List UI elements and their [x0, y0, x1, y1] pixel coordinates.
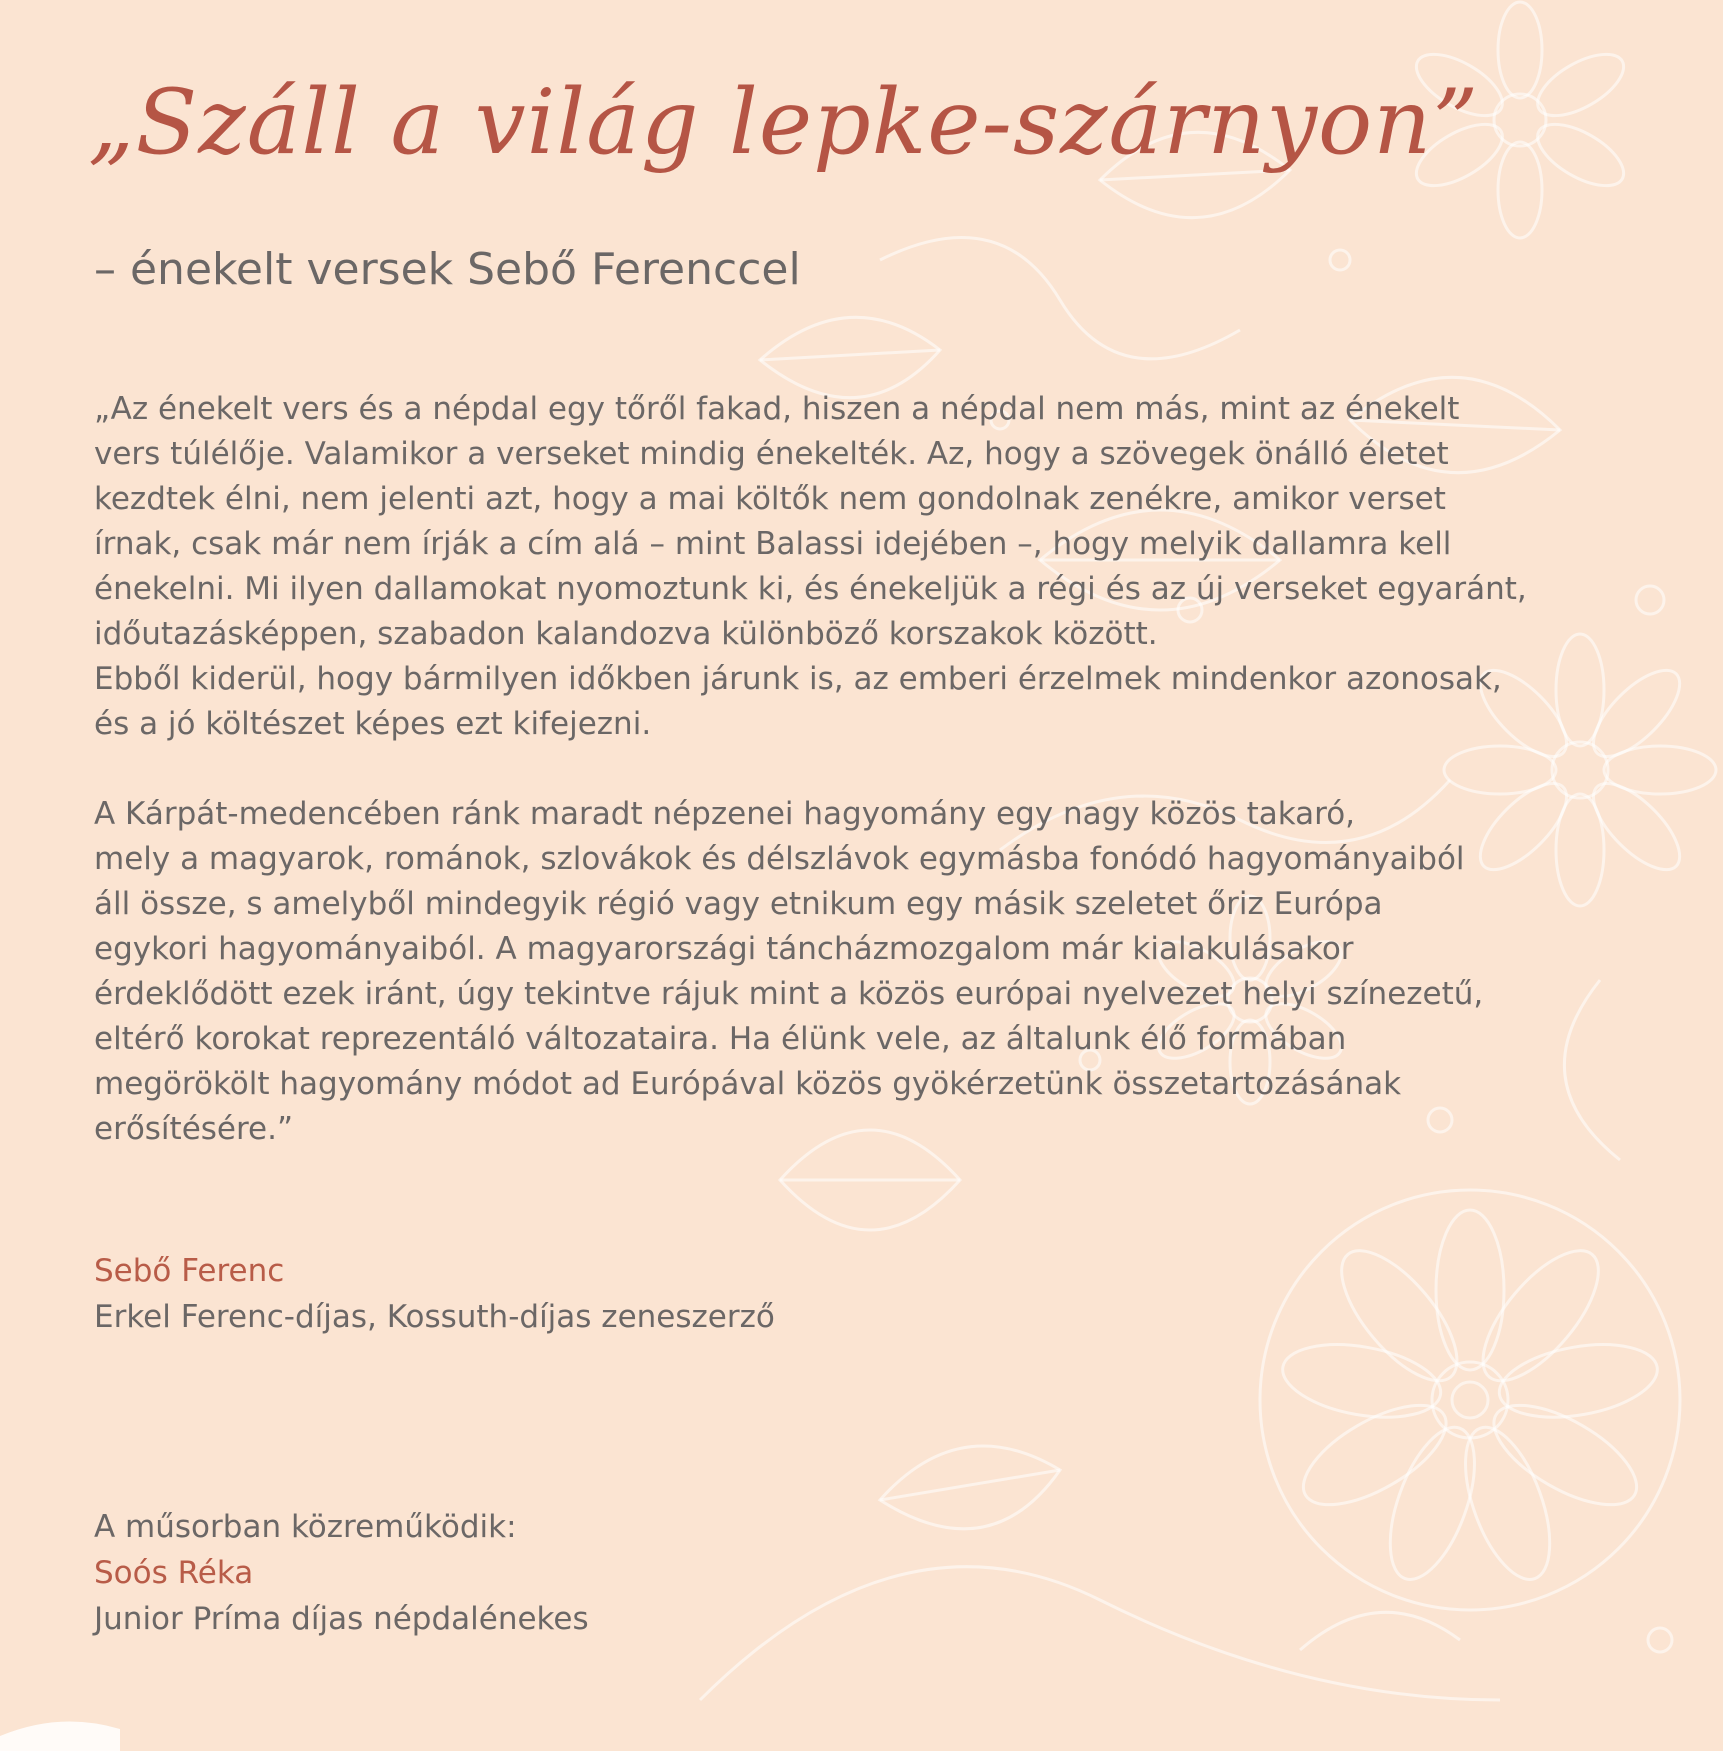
performer-name: Soós Réka — [94, 1555, 254, 1591]
quote-paragraph-1: „Az énekelt vers és a népdal egy tőről fakad, hiszen a népdal nem más, mint az énekelt vers túlélője. Valamikor a verseket mindig énekelték. Az, hogy a szövegek önálló életet kezdtek élni, nem jelenti azt, hogy a mai költők nem gondolnak zenékre, amikor verset írnak, csak már nem írják a cím alá – mint Balassi idejében –, hogy melyik dallamra kell énekelni. Mi ilyen dallamokat nyomoztunk ki, és énekeljük a régi és az új verseket egyaránt, időutazásképpen, szabadon kalandozva különböző korszakok között. Ebből kiderül, hogy bármilyen időkben járunk is, az emberi érzelmek mindenkor azonosak, és a jó költészet képes ezt kifejezni. — [94, 391, 1527, 742]
author-signature — [94, 1248, 775, 1340]
performer-title: Junior Príma díjas népdalénekes — [94, 1601, 589, 1637]
leaf-icon — [760, 317, 940, 397]
bottom-wave-decoration — [0, 1631, 1723, 1751]
page-title: „Száll a világ lepke-szárnyon” — [88, 70, 1480, 175]
quote-paragraph-2: A Kárpát-medencében ránk maradt népzenei hagyomány egy nagy közös takaró, mely a magyarok, románok, szlovákok és délszlávok egymásba fonódó hagyományaiból áll össze, s amelyből mindegyik régió vagy etnikum egy másik szeletet őriz Európa egykori hagyományaiból. A magyarországi táncházmozgalom már kialakulásakor érdeklődött ezek iránt, úgy tekintve rájuk mint a közös európai nyelvezet helyi színezetű, eltérő korokat reprezentáló változataira. Ha élünk vele, az általunk élő formában megörökölt hagyomány módot ad Európával közös gyökérzetünk összetartozásának erősítésére.” — [94, 796, 1484, 1147]
credits-intro: A műsorban közreműködik: — [94, 1509, 517, 1545]
performer-credits — [94, 1504, 589, 1642]
flower-large-icon — [1260, 1190, 1680, 1610]
author-title: Erkel Ferenc-díjas, Kossuth-díjas zeneszerző — [94, 1299, 775, 1335]
leaf-icon — [880, 1446, 1060, 1529]
author-name: Sebő Ferenc — [94, 1253, 285, 1289]
page-subtitle: – énekelt versek Sebő Ferenccel — [94, 244, 801, 295]
quote-body — [94, 387, 1654, 1152]
